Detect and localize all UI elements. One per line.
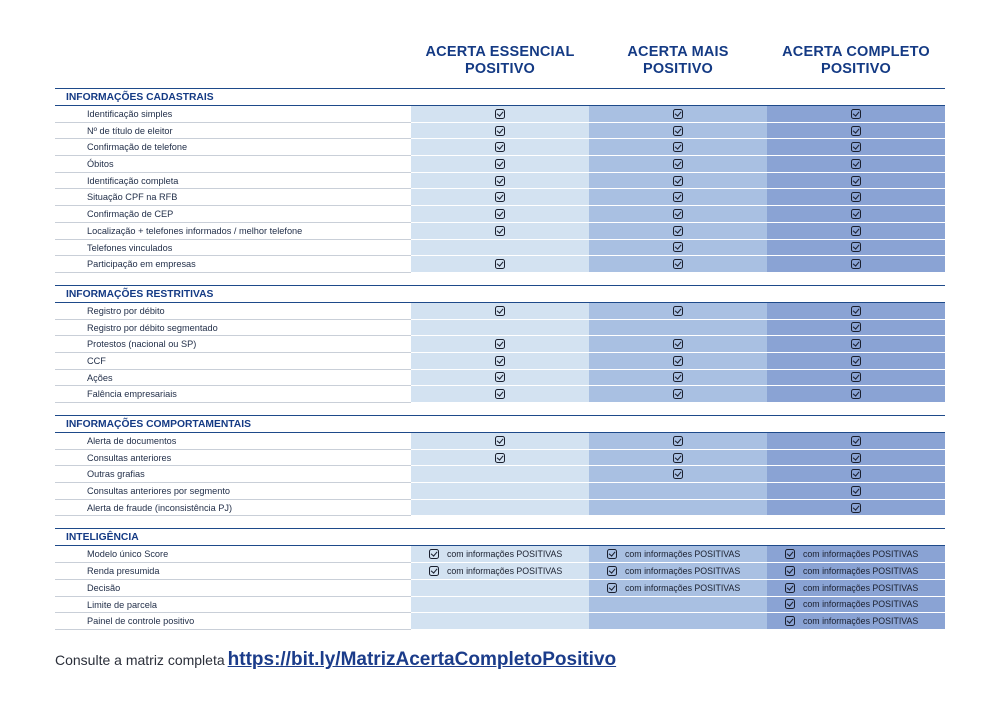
plan-cell [411, 450, 589, 467]
checkbox-checked-icon [495, 436, 505, 446]
plan-cell [589, 613, 767, 630]
row-label: Modelo único Score [55, 546, 411, 563]
plan-cell [767, 370, 945, 387]
plan-title-line: POSITIVO [464, 61, 536, 77]
checkbox-checked-icon [495, 226, 505, 236]
plan-cell [767, 206, 945, 223]
checkbox-checked-icon [851, 372, 861, 382]
plan-title-line: ACERTA MAIS [627, 44, 729, 60]
plan-cell [589, 370, 767, 387]
plan-cell [589, 139, 767, 156]
checkbox-checked-icon [495, 176, 505, 186]
table-row [55, 206, 945, 223]
checkbox-checked-icon [785, 583, 795, 593]
footer-text: Consulte a matriz completa [55, 652, 225, 668]
gap-cell [589, 403, 767, 415]
gap-cell [411, 516, 589, 528]
checkbox-checked-icon [673, 436, 683, 446]
checkbox-checked-icon [673, 339, 683, 349]
plan-cell [589, 450, 767, 467]
feature-matrix [55, 88, 945, 630]
table-row [55, 546, 945, 563]
plan-cell [411, 613, 589, 630]
plan-cell [589, 433, 767, 450]
plan-cell [589, 597, 767, 614]
checkbox-checked-icon [673, 469, 683, 479]
checkbox-checked-icon [673, 356, 683, 366]
plan-cell [767, 156, 945, 173]
table-row [55, 450, 945, 467]
row-label: Protestos (nacional ou SP) [55, 336, 411, 353]
checkbox-checked-icon [673, 142, 683, 152]
plan-cell [411, 320, 589, 337]
checkbox-checked-icon [495, 142, 505, 152]
checkbox-checked-icon [429, 566, 439, 576]
section-heading: INFORMAÇÕES RESTRITIVAS [55, 285, 945, 303]
gap-cell [767, 403, 945, 415]
row-label: Alerta de documentos [55, 433, 411, 450]
row-label: Alerta de fraude (inconsistência PJ) [55, 500, 411, 517]
plan-cell [411, 546, 589, 563]
plan-cell [767, 500, 945, 517]
checkbox-checked-icon [673, 226, 683, 236]
positive-note: com informações POSITIVAS [803, 565, 919, 576]
row-label: Consultas anteriores [55, 450, 411, 467]
plan-title-completo [767, 44, 945, 78]
checkbox-checked-icon [495, 306, 505, 316]
section-heading: INTELIGÊNCIA [55, 528, 945, 546]
checkbox-checked-icon [851, 242, 861, 252]
gap-cell [767, 516, 945, 528]
checkbox-checked-icon [495, 356, 505, 366]
section-heading: INFORMAÇÕES CADASTRAIS [55, 88, 945, 106]
table-row [55, 320, 945, 337]
plan-cell [411, 173, 589, 190]
plan-cell [589, 546, 767, 563]
checkbox-checked-icon [851, 142, 861, 152]
row-label: Limite de parcela [55, 597, 411, 614]
plan-cell [411, 466, 589, 483]
table-row [55, 223, 945, 240]
plan-cell [411, 597, 589, 614]
plan-cell [767, 223, 945, 240]
row-label: Renda presumida [55, 563, 411, 580]
checkbox-checked-icon [673, 453, 683, 463]
checkbox-checked-icon [785, 616, 795, 626]
plan-cell [589, 563, 767, 580]
checkbox-checked-icon [851, 356, 861, 366]
plan-title-line: POSITIVO [642, 61, 714, 77]
plan-cell [411, 433, 589, 450]
plan-cell [589, 189, 767, 206]
checkbox-checked-icon [673, 242, 683, 252]
checkbox-checked-icon [851, 176, 861, 186]
gap-cell [589, 273, 767, 285]
checkbox-checked-icon [785, 599, 795, 609]
checkbox-checked-icon [673, 372, 683, 382]
table-row [55, 256, 945, 273]
checkbox-checked-icon [851, 109, 861, 119]
table-row [55, 106, 945, 123]
plan-cell [589, 580, 767, 597]
checkbox-checked-icon [851, 389, 861, 399]
plan-title-line: POSITIVO [820, 61, 892, 77]
row-label: Registro por débito [55, 303, 411, 320]
plan-title-line: ACERTA COMPLETO [782, 44, 930, 60]
plan-cell [767, 580, 945, 597]
gap-cell [589, 516, 767, 528]
plan-cell [589, 483, 767, 500]
checkbox-checked-icon [607, 583, 617, 593]
plan-cell [767, 336, 945, 353]
plan-cell [589, 206, 767, 223]
checkbox-checked-icon [495, 389, 505, 399]
checkbox-checked-icon [851, 159, 861, 169]
checkbox-checked-icon [851, 339, 861, 349]
positive-note: com informações POSITIVAS [625, 549, 741, 560]
positive-note: com informações POSITIVAS [625, 565, 741, 576]
plan-cell [589, 123, 767, 140]
section-gap [55, 403, 945, 415]
row-label: Outras grafias [55, 466, 411, 483]
checkbox-checked-icon [673, 306, 683, 316]
checkbox-checked-icon [495, 372, 505, 382]
plan-cell [589, 240, 767, 257]
section-gap [55, 273, 945, 285]
plan-cell [411, 156, 589, 173]
plan-cell [767, 106, 945, 123]
plan-cell [589, 466, 767, 483]
plan-cell [589, 156, 767, 173]
row-label: Participação em empresas [55, 256, 411, 273]
checkbox-checked-icon [673, 209, 683, 219]
plan-cell [767, 139, 945, 156]
plan-cell [589, 353, 767, 370]
plan-cell [767, 189, 945, 206]
checkbox-checked-icon [851, 469, 861, 479]
checkbox-checked-icon [851, 453, 861, 463]
plan-cell [411, 580, 589, 597]
row-label: Identificação simples [55, 106, 411, 123]
table-row [55, 563, 945, 580]
table-row [55, 123, 945, 140]
checkbox-checked-icon [607, 566, 617, 576]
plans-header [411, 44, 945, 78]
plan-cell [411, 353, 589, 370]
plan-cell [767, 613, 945, 630]
plan-cell [767, 256, 945, 273]
plan-cell [589, 173, 767, 190]
row-label: Identificação completa [55, 173, 411, 190]
plan-cell [411, 139, 589, 156]
plan-cell [767, 563, 945, 580]
plan-cell [411, 206, 589, 223]
checkbox-checked-icon [851, 486, 861, 496]
row-label: Falência empresariais [55, 386, 411, 403]
checkbox-checked-icon [673, 259, 683, 269]
checkbox-checked-icon [495, 339, 505, 349]
table-row [55, 139, 945, 156]
row-label: Painel de controle positivo [55, 613, 411, 630]
checkbox-checked-icon [495, 259, 505, 269]
gap-cell [767, 273, 945, 285]
plan-cell [767, 386, 945, 403]
table-row [55, 500, 945, 517]
row-label: Decisão [55, 580, 411, 597]
section-heading: INFORMAÇÕES COMPORTAMENTAIS [55, 415, 945, 433]
checkbox-checked-icon [673, 389, 683, 399]
checkbox-checked-icon [851, 126, 861, 136]
checkbox-checked-icon [607, 549, 617, 559]
checkbox-checked-icon [673, 176, 683, 186]
plan-cell [589, 256, 767, 273]
positive-note: com informações POSITIVAS [447, 549, 563, 560]
plan-cell [767, 546, 945, 563]
positive-note: com informações POSITIVAS [803, 599, 919, 610]
section-gap [55, 516, 945, 528]
plan-cell [411, 303, 589, 320]
checkbox-checked-icon [495, 126, 505, 136]
plan-cell [767, 173, 945, 190]
plan-cell [589, 223, 767, 240]
plan-cell [589, 500, 767, 517]
plan-cell [589, 106, 767, 123]
plan-title-line: ACERTA ESSENCIAL [425, 44, 575, 60]
table-row [55, 240, 945, 257]
plan-cell [589, 320, 767, 337]
table-row [55, 156, 945, 173]
plan-cell [767, 483, 945, 500]
checkbox-checked-icon [851, 322, 861, 332]
positive-note: com informações POSITIVAS [447, 565, 563, 576]
table-row [55, 483, 945, 500]
row-label: CCF [55, 353, 411, 370]
plan-cell [411, 370, 589, 387]
table-row [55, 580, 945, 597]
table-row [55, 597, 945, 614]
checkbox-checked-icon [495, 209, 505, 219]
row-label: Confirmação de CEP [55, 206, 411, 223]
row-label: Confirmação de telefone [55, 139, 411, 156]
plan-cell [411, 189, 589, 206]
checkbox-checked-icon [495, 109, 505, 119]
footer [55, 649, 616, 671]
checkbox-checked-icon [785, 566, 795, 576]
checkbox-checked-icon [851, 192, 861, 202]
positive-note: com informações POSITIVAS [625, 582, 741, 593]
checkbox-checked-icon [673, 126, 683, 136]
gap-label [55, 273, 411, 285]
plan-cell [767, 303, 945, 320]
checkbox-checked-icon [785, 549, 795, 559]
plan-cell [767, 597, 945, 614]
checkbox-checked-icon [851, 259, 861, 269]
table-row [55, 303, 945, 320]
row-label: Situação CPF na RFB [55, 189, 411, 206]
plan-title-mais [589, 44, 767, 78]
positive-note: com informações POSITIVAS [803, 616, 919, 627]
plan-cell [411, 123, 589, 140]
checkbox-checked-icon [673, 192, 683, 202]
checkbox-checked-icon [851, 226, 861, 236]
checkbox-checked-icon [673, 159, 683, 169]
checkbox-checked-icon [429, 549, 439, 559]
checkbox-checked-icon [851, 306, 861, 316]
row-label: Consultas anteriores por segmento [55, 483, 411, 500]
table-row [55, 336, 945, 353]
table-row [55, 386, 945, 403]
plan-cell [767, 450, 945, 467]
plan-cell [411, 256, 589, 273]
matrix-link[interactable]: https://bit.ly/MatrizAcertaCompletoPositivo [227, 649, 617, 670]
table-row [55, 466, 945, 483]
row-label: Óbitos [55, 156, 411, 173]
plan-cell [411, 240, 589, 257]
plan-cell [767, 466, 945, 483]
row-label: Ações [55, 370, 411, 387]
table-row [55, 370, 945, 387]
plan-cell [589, 336, 767, 353]
plan-cell [411, 106, 589, 123]
gap-cell [411, 403, 589, 415]
checkbox-checked-icon [495, 159, 505, 169]
positive-note: com informações POSITIVAS [803, 582, 919, 593]
checkbox-checked-icon [495, 453, 505, 463]
plan-cell [411, 223, 589, 240]
gap-label [55, 403, 411, 415]
row-label: Localização + telefones informados / melhor telefone [55, 223, 411, 240]
plan-cell [411, 386, 589, 403]
plan-title-essencial [411, 44, 589, 78]
plan-cell [767, 433, 945, 450]
plan-cell [767, 320, 945, 337]
plan-cell [411, 500, 589, 517]
table-row [55, 353, 945, 370]
plan-cell [767, 123, 945, 140]
row-label: Nº de título de eleitor [55, 123, 411, 140]
checkbox-checked-icon [851, 503, 861, 513]
plan-cell [589, 386, 767, 403]
checkbox-checked-icon [673, 109, 683, 119]
table-row [55, 433, 945, 450]
plan-cell [589, 303, 767, 320]
plan-cell [411, 563, 589, 580]
row-label: Telefones vinculados [55, 240, 411, 257]
checkbox-checked-icon [851, 436, 861, 446]
row-label: Registro por débito segmentado [55, 320, 411, 337]
plan-cell [767, 240, 945, 257]
positive-note: com informações POSITIVAS [803, 549, 919, 560]
plan-cell [411, 483, 589, 500]
plan-cell [411, 336, 589, 353]
table-row [55, 189, 945, 206]
plan-cell [767, 353, 945, 370]
table-row [55, 613, 945, 630]
gap-label [55, 516, 411, 528]
checkbox-checked-icon [495, 192, 505, 202]
gap-cell [411, 273, 589, 285]
table-row [55, 173, 945, 190]
checkbox-checked-icon [851, 209, 861, 219]
